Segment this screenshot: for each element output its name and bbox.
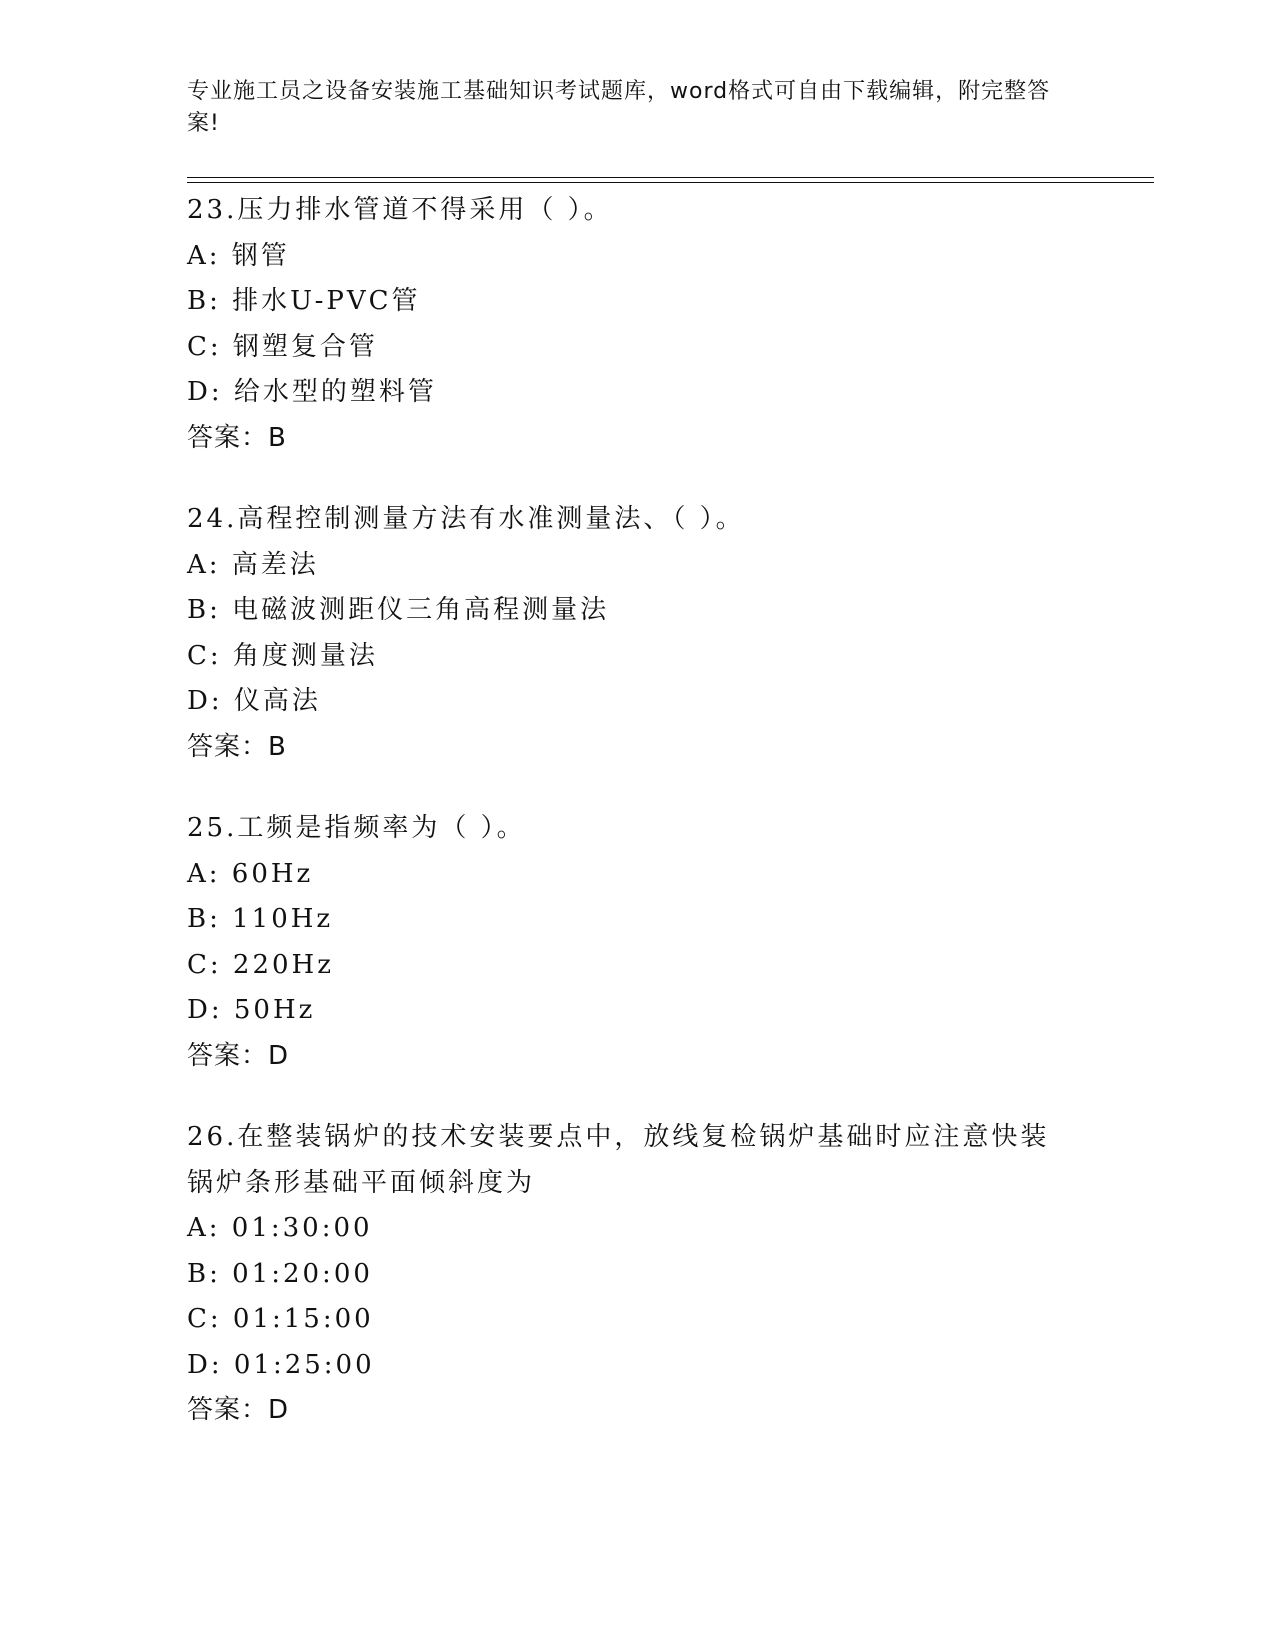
question-text: 26.在整装锅炉的技术安装要点中，放线复检锅炉基础时应注意快装锅炉条形基础平面倾斜度为 [187, 1122, 1050, 1198]
question-23 [187, 188, 1087, 461]
answer-line: 答案：B [187, 422, 287, 453]
option-c: C: 钢塑复合管 [187, 331, 378, 362]
answer-line: 答案：D [187, 1395, 290, 1425]
document-header: 专业施工员之设备安装施工基础知识考试题库，word格式可自由下载编辑，附完整答案! [187, 79, 1051, 136]
header-divider-bottom [187, 182, 1154, 183]
answer-line: 答案：B [187, 731, 287, 762]
option-d: D: 给水型的塑料管 [187, 377, 437, 407]
option-b: B: 电磁波测距仪三角高程测量法 [187, 595, 610, 625]
option-c: C: 角度测量法 [187, 640, 378, 671]
option-b: B: 01:20:00 [187, 1258, 373, 1289]
question-list [187, 188, 1087, 1470]
option-d: D: 01:25:00 [187, 1349, 375, 1380]
option-d: D: 仪高法 [187, 686, 321, 716]
option-a: A: 01:30:00 [187, 1213, 373, 1243]
answer-line: 答案：D [187, 1040, 290, 1071]
question-text: 25.工频是指频率为（ ）。 [187, 813, 526, 843]
option-a: A: 钢管 [187, 240, 290, 271]
question-25 [187, 806, 1087, 1079]
option-c: C: 220Hz [187, 949, 334, 980]
option-a: A: 高差法 [187, 549, 319, 580]
option-b: B: 110Hz [187, 904, 334, 934]
option-c: C: 01:15:00 [187, 1304, 374, 1334]
option-b: B: 排水U-PVC管 [187, 286, 421, 316]
header-divider-top [187, 177, 1154, 178]
question-text: 23.压力排水管道不得采用（ ）。 [187, 195, 613, 225]
question-24 [187, 497, 1087, 770]
option-d: D: 50Hz [187, 995, 316, 1025]
question-26 [187, 1115, 1087, 1434]
option-a: A: 60Hz [187, 858, 314, 889]
question-text: 24.高程控制测量方法有水准测量法、（ ）。 [187, 504, 745, 534]
